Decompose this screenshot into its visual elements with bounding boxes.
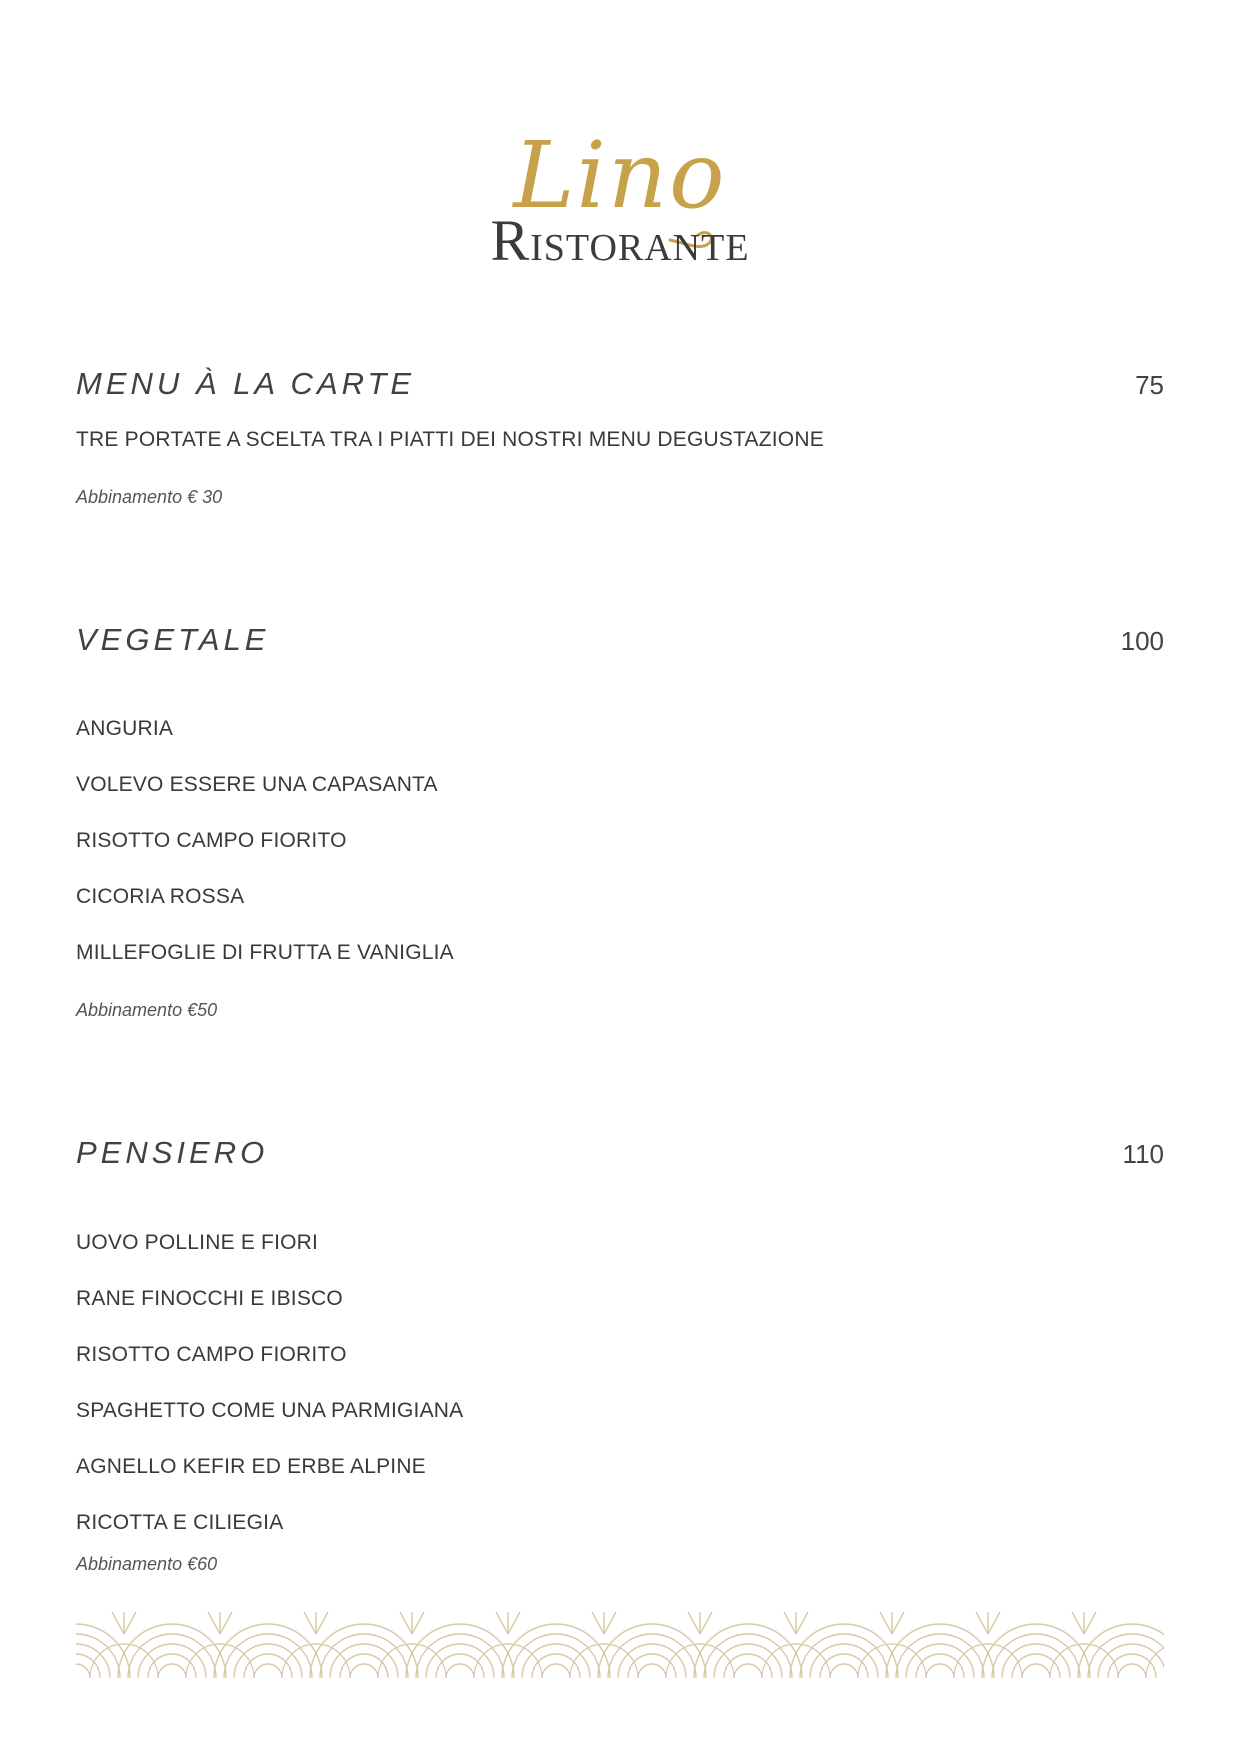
logo-wordmark: RISTORANTE	[490, 208, 750, 273]
decorative-arch-pattern	[76, 1612, 1164, 1678]
menu-item: RISOTTO CAMPO FIORITO	[76, 1343, 347, 1366]
section-title: PENSIERO	[76, 1135, 269, 1170]
section-title: MENU À LA CARTE	[76, 366, 416, 401]
menu-item: ANGURIA	[76, 717, 174, 740]
menu-item: MILLEFOGLIE DI FRUTTA E VANIGLIA	[76, 941, 454, 964]
menu-item: RANE FINOCCHI E IBISCO	[76, 1287, 343, 1310]
menu-item: UOVO POLLINE E FIORI	[76, 1231, 319, 1254]
wine-pairing-note: Abbinamento €60	[76, 1554, 218, 1574]
restaurant-logo	[0, 70, 1240, 280]
section-price: 100	[1120, 626, 1164, 656]
wine-pairing-note: Abbinamento € 30	[76, 487, 223, 507]
menu-item: VOLEVO ESSERE UNA CAPASANTA	[76, 773, 438, 796]
menu-item: SPAGHETTO COME UNA PARMIGIANA	[76, 1399, 464, 1422]
section-price: 110	[1122, 1139, 1164, 1169]
wine-pairing-note: Abbinamento €50	[76, 1000, 218, 1020]
section-title: VEGETALE	[76, 622, 270, 657]
menu-item: AGNELLO KEFIR ED ERBE ALPINE	[76, 1455, 426, 1478]
menu-item: RISOTTO CAMPO FIORITO	[76, 829, 347, 852]
menu-item: CICORIA ROSSA	[76, 885, 245, 908]
logo-script-name: Lino	[513, 122, 727, 229]
section-price: 75	[1135, 370, 1164, 400]
menu-item: RICOTTA E CILIEGIA	[76, 1511, 284, 1534]
menu-item: TRE PORTATE A SCELTA TRA I PIATTI DEI NOSTRI MENU DEGUSTAZIONE	[76, 428, 824, 451]
